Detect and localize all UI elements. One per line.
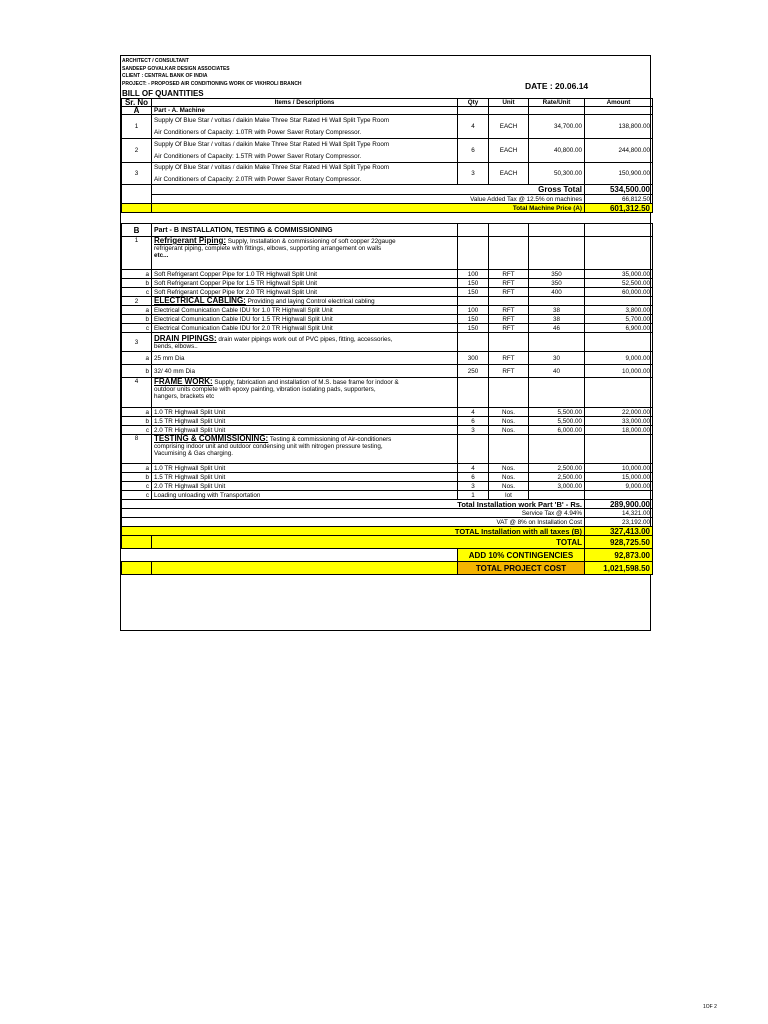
item-rate: 38 [529,306,585,315]
table-row [122,352,653,365]
subsection-desc: bends, elbows.. [154,342,198,350]
column-header: Items / Descriptions [152,99,458,107]
item-letter: a [122,270,152,279]
subsection-sr: 8 [122,435,152,464]
item-unit: RFT [489,279,529,288]
item-unit: lot [489,491,529,500]
column-header: Qty [458,99,489,107]
item-letter: c [122,426,152,435]
item-rate: 3,000.00 [529,482,585,491]
subsection-desc: Vacumising & Gas charging. [154,450,233,457]
item-unit: RFT [489,315,529,324]
service-tax-value: 14,321.00 [585,509,653,518]
client-line: CLIENT : CENTRAL BANK OF INDIA [122,73,208,79]
item-letter: a [122,306,152,315]
item-letter: b [122,473,152,482]
vat-row [122,195,653,204]
project-cost-label: TOTAL PROJECT COST [458,562,585,575]
grand-total-row [122,536,653,549]
subsection-sr: 1 [122,237,152,270]
table-row [122,426,653,435]
item-desc: Soft Refrigerant Copper Pipe for 1.0 TR Highwall Split Unit [152,270,458,279]
item-letter: a [122,464,152,473]
table-row [122,163,653,185]
subsection-row [122,297,653,306]
table-row [122,270,653,279]
item-qty: 3 [458,163,489,185]
item-amount [585,491,653,500]
item-rate: 6,000.00 [529,426,585,435]
item-desc: Supply Of Blue Star / voltas / daikin Make Three Star Rated Hi Wall Split Type Room [154,164,390,171]
section-sr: A [122,107,152,115]
subsection-desc: drain water pipings work out of PVC pipes, fitting, accessories, [216,335,393,343]
item-unit: EACH [489,139,529,163]
section-sr: B [122,224,152,237]
item-sr: 1 [122,115,152,139]
spacer-row [122,213,653,224]
subsection-row [122,378,653,408]
item-desc: 1.0 TR Highwall Split Unit [152,408,458,417]
installation-vat-label: VAT @ 8% on Installation Cost [122,518,585,527]
subsection-desc: hangers, brackets etc [154,393,215,400]
item-amount: 35,000.00 [585,270,653,279]
item-qty: 150 [458,324,489,333]
item-rate: 2,500.00 [529,473,585,482]
item-qty: 300 [458,352,489,365]
subsection-heading: TESTING & COMMISSIONING: [154,434,269,443]
item-rate: 46 [529,324,585,333]
item-desc: Electrical Comunication Cable IDU for 2.0 TR Highwall Split Unit [152,324,458,333]
subsection-desc: refrigerant piping, complete with fittings, elbows, supporting arrangement on walls [154,245,382,252]
item-rate: 30 [529,352,585,365]
installation-grand-row [122,527,653,536]
item-amount: 9,000.00 [585,482,653,491]
item-letter: b [122,365,152,378]
item-desc: 1.0 TR Highwall Split Unit [152,464,458,473]
item-rate: 350 [529,270,585,279]
item-qty: 6 [458,139,489,163]
item-unit: Nos. [489,408,529,417]
item-amount: 60,000.00 [585,288,653,297]
item-qty: 250 [458,365,489,378]
item-qty: 6 [458,417,489,426]
item-rate: 50,300.00 [529,163,585,185]
gross-total-label: Gross Total [152,185,585,195]
project-cost-row [122,562,653,575]
section-title: Part - B INSTALLATION, TESTING & COMMISSIONING [152,224,458,237]
table-row [122,288,653,297]
item-sr: 2 [122,139,152,163]
subsection-heading: ELECTRICAL CABLING: [154,296,246,305]
table-row [122,365,653,378]
date-label: DATE : 20.06.14 [525,81,589,91]
item-letter: a [122,408,152,417]
subsection-desc: Supply, fabrication and installation of M.S. base frame for indoor & [212,379,399,386]
contingency-value: 92,873.00 [585,549,653,562]
table-row [122,315,653,324]
item-desc: 32/ 40 mm Dia [152,365,458,378]
machine-total-value: 601,312.50 [585,204,653,213]
item-amount: 18,000.00 [585,426,653,435]
machine-total-row [122,204,653,213]
item-desc: 25 mm Dia [152,352,458,365]
item-amount: 10,000.00 [585,464,653,473]
item-rate [529,491,585,500]
item-rate: 5,500.00 [529,417,585,426]
item-rate: 40,800.00 [529,139,585,163]
item-qty: 100 [458,270,489,279]
item-amount: 9,000.00 [585,352,653,365]
vat-value: 66,812.50 [585,195,653,204]
table-row [122,491,653,500]
item-rate: 5,500.00 [529,408,585,417]
item-amount: 5,700.00 [585,315,653,324]
table-header-row [122,99,653,107]
item-desc: Electrical Comunication Cable IDU for 1.5 TR Highwall Split Unit [152,315,458,324]
item-qty: 4 [458,464,489,473]
subsection-desc: comprising indoor unit and outdoor condensing unit with nitrogen pressure testing, [154,443,383,450]
subsection-sr: 2 [122,297,152,306]
subsection-desc: Providing and laying Control electrical cabling [245,298,375,305]
table-row [122,482,653,491]
table-row [122,139,653,163]
subsection-desc: Testing & commissioning of Air-conditioners [268,436,392,443]
table-row [122,473,653,482]
section-row [122,107,653,115]
item-qty: 3 [458,426,489,435]
page-title: BILL OF QUANTITIES [122,89,204,98]
item-unit: RFT [489,365,529,378]
section-title: Part - A. Machine [152,107,458,115]
item-desc: 2.0 TR Highwall Split Unit [152,482,458,491]
item-qty: 4 [458,115,489,139]
item-desc: 2.0 TR Highwall Split Unit [152,426,458,435]
project-cost-value: 1,021,598.50 [585,562,653,575]
column-header: Unit [489,99,529,107]
item-letter: a [122,352,152,365]
item-letter: b [122,417,152,426]
item-amount: 10,000.00 [585,365,653,378]
item-letter: c [122,482,152,491]
section-row [122,224,653,237]
contingency-label: ADD 10% CONTINGENCIES [458,549,585,562]
subsection-row [122,237,653,270]
item-rate: 2,500.00 [529,464,585,473]
item-letter: c [122,491,152,500]
item-amount: 15,000.00 [585,473,653,482]
column-header: Rate/Unit [529,99,585,107]
item-unit: Nos. [489,417,529,426]
item-desc: 1.5 TR Highwall Split Unit [152,473,458,482]
item-qty: 150 [458,288,489,297]
item-unit: EACH [489,115,529,139]
table-row [122,464,653,473]
item-unit: RFT [489,288,529,297]
table-row [122,115,653,139]
item-unit: RFT [489,270,529,279]
installation-vat-value: 23,192.00 [585,518,653,527]
installation-total-row [122,500,653,509]
installation-work-value: 289,900.00 [585,500,653,509]
item-amount: 33,000.00 [585,417,653,426]
item-amount: 22,000.00 [585,408,653,417]
item-desc: Supply Of Blue Star / voltas / daikin Make Three Star Rated Hi Wall Split Type Room [154,141,390,148]
item-qty: 150 [458,315,489,324]
item-unit: Nos. [489,464,529,473]
boq-sheet [120,55,651,631]
item-qty: 150 [458,279,489,288]
item-amount: 138,800.00 [585,115,653,139]
architect-label: ARCHITECT / CONSULTANT [122,58,189,64]
item-letter: c [122,288,152,297]
item-rate: 350 [529,279,585,288]
subsection-desc: Supply, Installation & commissioning of soft copper 22gauge [226,238,396,245]
item-qty: 3 [458,482,489,491]
item-unit: Nos. [489,426,529,435]
item-desc: Soft Refrigerant Copper Pipe for 2.0 TR Highwall Split Unit [152,288,458,297]
item-unit: Nos. [489,473,529,482]
boq-table [121,98,653,575]
item-qty: 1 [458,491,489,500]
item-amount: 3,800.00 [585,306,653,315]
item-rate: 40 [529,365,585,378]
machine-total-label: Total Machine Price (A) [152,204,585,213]
item-amount: 244,800.00 [585,139,653,163]
table-row [122,417,653,426]
architect-name: SANDEEP GOVALKAR DESIGN ASSOCIATES [122,66,230,72]
item-desc: Supply Of Blue Star / voltas / daikin Make Three Star Rated Hi Wall Split Type Room [154,117,390,124]
installation-work-label: Total Installation work Part 'B' - Rs. [122,500,585,509]
subsection-desc: outdoor units complete with epoxy painting, vibration isolating pads, supporters, [154,386,376,393]
contingency-row [122,549,653,562]
subsection-desc: etc... [154,252,169,259]
item-desc: Loading unloading with Transportation [152,491,458,500]
item-rate: 34,700.00 [529,115,585,139]
service-tax-label: Service Tax @ 4.94% [122,509,585,518]
service-tax-row [122,509,653,518]
item-letter: c [122,324,152,333]
subsection-sr: 3 [122,333,152,352]
table-row [122,279,653,288]
item-qty: 100 [458,306,489,315]
subsection-heading: Refrigerant Piping: [154,236,227,245]
item-desc: Soft Refrigerant Copper Pipe for 1.5 TR Highwall Split Unit [152,279,458,288]
item-desc: Air Conditioners of Capacity: 2.0TR with Power Saver Rotary Compressor. [154,176,362,183]
subsection-sr: 4 [122,378,152,408]
item-desc: Air Conditioners of Capacity: 1.0TR with Power Saver Rotary Compressor. [154,129,362,136]
item-amount: 6,900.00 [585,324,653,333]
installation-grand-value: 327,413.00 [585,527,653,536]
subsection-heading: FRAME WORK: [154,377,213,386]
subsection-row [122,435,653,464]
grand-total-label: TOTAL [152,536,585,549]
item-desc: Electrical Comunication Cable IDU for 1.0 TR Highwall Split Unit [152,306,458,315]
vat-label: Value Added Tax @ 12.5% on machines [152,195,585,204]
item-qty: 4 [458,408,489,417]
gross-total-value: 534,500.00 [585,185,653,195]
project-line: PROJECT: - PROPOSED AIR CONDITIONING WORK OF VIKHROLI BRANCH [122,81,302,87]
item-unit: RFT [489,324,529,333]
item-amount: 150,900.00 [585,163,653,185]
grand-total-value: 928,725.50 [585,536,653,549]
installation-vat-row [122,518,653,527]
table-row [122,306,653,315]
item-unit: RFT [489,352,529,365]
column-header: Amount [585,99,653,107]
item-unit: EACH [489,163,529,185]
item-unit: RFT [489,306,529,315]
item-desc: 1.5 TR Highwall Split Unit [152,417,458,426]
installation-grand-label: TOTAL Installation with all taxes (B) [122,527,585,536]
subsection-heading: DRAIN PIPINGS: [154,333,217,343]
item-unit: Nos. [489,482,529,491]
column-header: Sr. No [122,99,152,107]
table-row [122,408,653,417]
gross-total-row [122,185,653,195]
item-letter: b [122,279,152,288]
subsection-row [122,333,653,352]
item-letter: b [122,315,152,324]
page-number: 1OF 2 [703,1004,717,1010]
item-rate: 400 [529,288,585,297]
item-sr: 3 [122,163,152,185]
item-qty: 6 [458,473,489,482]
item-amount: 52,500.00 [585,279,653,288]
item-rate: 38 [529,315,585,324]
table-row [122,324,653,333]
item-desc: Air Conditioners of Capacity: 1.5TR with Power Saver Rotary Compressor. [154,153,362,160]
